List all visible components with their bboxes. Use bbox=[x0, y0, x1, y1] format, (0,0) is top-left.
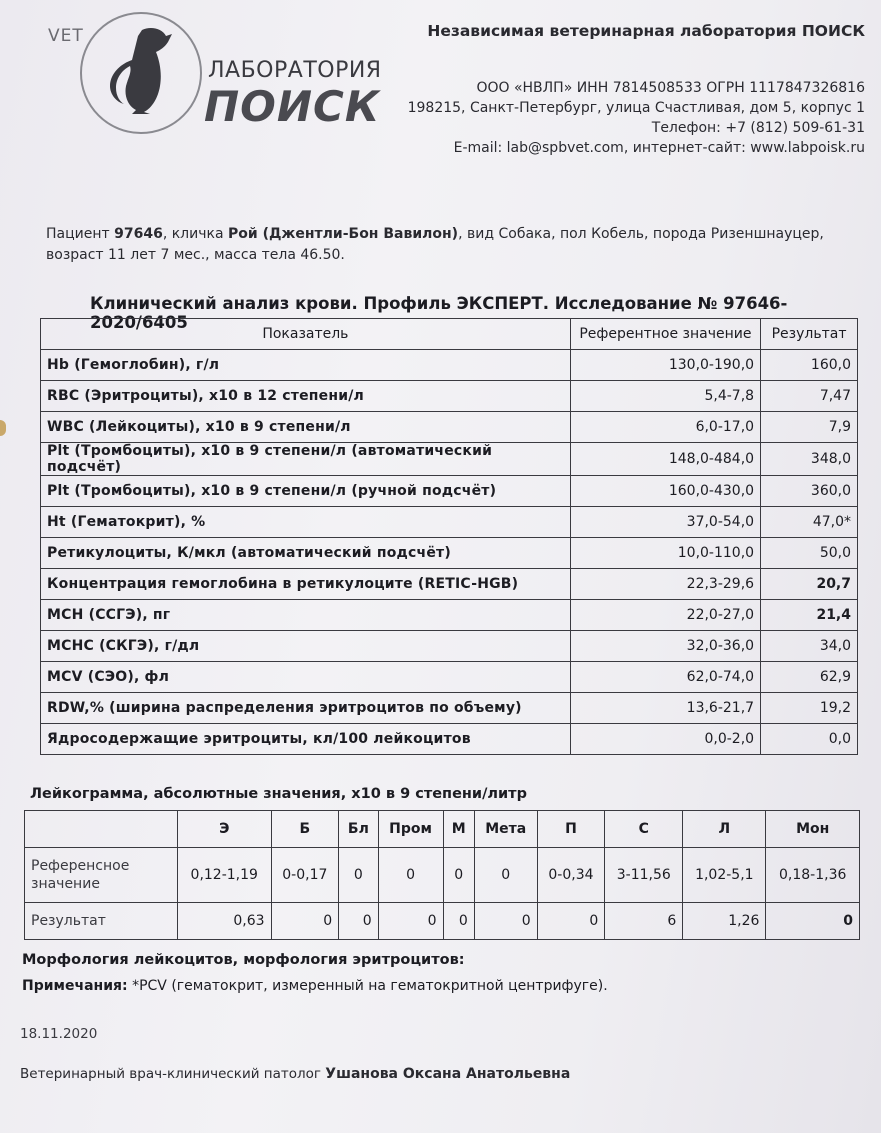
row-ref: 5,4-7,8 bbox=[570, 381, 760, 412]
row-res: 50,0 bbox=[761, 538, 858, 569]
analysis-title: Клинический анализ крови. Профиль ЭКСПЕРТ. Исследование № 97646-2020/6405 bbox=[90, 294, 788, 332]
notes bbox=[22, 978, 608, 994]
morphology-heading: Морфология лейкоцитов, морфология эритроцитов: bbox=[22, 952, 465, 968]
leukogram-col: П bbox=[537, 811, 605, 848]
leukogram-col: С bbox=[605, 811, 683, 848]
leukogram-ref-cell: 0,18-1,36 bbox=[766, 848, 860, 903]
leukogram-title: Лейкограмма, абсолютные значения, x10 в 9 степени/литр bbox=[30, 786, 527, 802]
lab-address: 198215, Санкт-Петербург, улица Счастливая, дом 5, корпус 1 bbox=[407, 100, 865, 116]
leukogram-corner bbox=[25, 811, 178, 848]
leukogram-res-label: Результат bbox=[25, 903, 178, 940]
leukogram-ref-cell: 0-0,17 bbox=[271, 848, 339, 903]
lab-contacts: E-mail: lab@spbvet.com, интернет-сайт: www.labpoisk.ru bbox=[453, 140, 865, 156]
leukogram-res-cell: 0 bbox=[474, 903, 537, 940]
row-res: 62,9 bbox=[761, 662, 858, 693]
row-ref: 22,3-29,6 bbox=[570, 569, 760, 600]
row-res: 19,2 bbox=[761, 693, 858, 724]
row-res: 348,0 bbox=[761, 443, 858, 476]
table-row bbox=[41, 476, 858, 507]
table-row bbox=[41, 412, 858, 443]
row-name: MCH (ССГЭ), пг bbox=[41, 600, 571, 631]
table-row bbox=[41, 538, 858, 569]
row-name: Ядросодержащие эритроциты, кл/100 лейкоцитов bbox=[41, 724, 571, 755]
row-ref: 32,0-36,0 bbox=[570, 631, 760, 662]
row-name: Концентрация гемоглобина в ретикулоците (RETIC-HGB) bbox=[41, 569, 571, 600]
table-row bbox=[41, 569, 858, 600]
doctor-name: Ушанова Оксана Анатольевна bbox=[325, 1066, 571, 1082]
row-res: 34,0 bbox=[761, 631, 858, 662]
doctor-role: Ветеринарный врач-клинический патолог bbox=[20, 1066, 326, 1082]
leukogram-col: Мета bbox=[474, 811, 537, 848]
row-res: 7,47 bbox=[761, 381, 858, 412]
patient-prefix: Пациент bbox=[46, 226, 115, 242]
patient-info bbox=[46, 224, 870, 266]
leukogram-res-cell: 1,26 bbox=[683, 903, 766, 940]
row-ref: 10,0-110,0 bbox=[570, 538, 760, 569]
leukogram-result-row bbox=[25, 903, 860, 940]
row-ref: 130,0-190,0 bbox=[570, 350, 760, 381]
leukogram-ref-cell: 0,12-1,19 bbox=[178, 848, 272, 903]
row-res: 21,4 bbox=[761, 600, 858, 631]
dog-logo-icon bbox=[102, 22, 186, 122]
row-name: Plt (Тромбоциты), x10 в 9 степени/л (ручной подсчёт) bbox=[41, 476, 571, 507]
notes-text: *PCV (гематокрит, измеренный на гематокритной центрифуге). bbox=[127, 978, 608, 994]
patient-nick-label: , кличка bbox=[162, 226, 228, 242]
leukogram-col: Б bbox=[271, 811, 339, 848]
row-ref: 0,0-2,0 bbox=[570, 724, 760, 755]
row-res: 360,0 bbox=[761, 476, 858, 507]
leukogram-col: Бл bbox=[339, 811, 378, 848]
leukogram-ref-row bbox=[25, 848, 860, 903]
row-res: 160,0 bbox=[761, 350, 858, 381]
table-row bbox=[41, 443, 858, 476]
leukogram-ref-label: Референсное значение bbox=[25, 848, 178, 903]
lab-logo bbox=[44, 12, 384, 132]
row-name: RBC (Эритроциты), x10 в 12 степени/л bbox=[41, 381, 571, 412]
leukogram-ref-cell: 3-11,56 bbox=[605, 848, 683, 903]
blood-analysis-table bbox=[40, 318, 858, 755]
leukogram-col: Мон bbox=[766, 811, 860, 848]
leukogram-ref-cell: 1,02-5,1 bbox=[683, 848, 766, 903]
row-name: MCHC (СКГЭ), г/дл bbox=[41, 631, 571, 662]
paper-edge-mark bbox=[0, 420, 6, 436]
leukogram-table bbox=[24, 810, 860, 940]
row-ref: 22,0-27,0 bbox=[570, 600, 760, 631]
leukogram-res-cell: 0 bbox=[443, 903, 474, 940]
row-res: 47,0* bbox=[761, 507, 858, 538]
table-row bbox=[41, 350, 858, 381]
patient-id: 97646 bbox=[114, 226, 163, 242]
leukogram-ref-cell: 0-0,34 bbox=[537, 848, 605, 903]
report-date: 18.11.2020 bbox=[20, 1026, 98, 1042]
leukogram-res-cell: 0 bbox=[378, 903, 443, 940]
row-ref: 148,0-484,0 bbox=[570, 443, 760, 476]
row-name: Plt (Тромбоциты), x10 в 9 степени/л (автоматический подсчёт) bbox=[41, 443, 571, 476]
leukogram-ref-cell: 0 bbox=[474, 848, 537, 903]
leukogram-col: Э bbox=[178, 811, 272, 848]
table-row bbox=[41, 381, 858, 412]
row-res: 0,0 bbox=[761, 724, 858, 755]
patient-nick: Рой (Джентли-Бон Вавилон) bbox=[228, 226, 459, 242]
logo-vet-text: VET bbox=[48, 26, 84, 46]
leukogram-col: Пром bbox=[378, 811, 443, 848]
lab-phone: Телефон: +7 (812) 509-61-31 bbox=[651, 120, 865, 136]
row-ref: 160,0-430,0 bbox=[570, 476, 760, 507]
leukogram-res-cell: 0 bbox=[339, 903, 378, 940]
leukogram-ref-cell: 0 bbox=[339, 848, 378, 903]
leukogram-res-cell: 0,63 bbox=[178, 903, 272, 940]
logo-lab-text: ЛАБОРАТОРИЯ bbox=[208, 58, 382, 83]
row-ref: 6,0-17,0 bbox=[570, 412, 760, 443]
leukogram-res-cell: 0 bbox=[537, 903, 605, 940]
leukogram-res-cell: 0 bbox=[766, 903, 860, 940]
row-ref: 13,6-21,7 bbox=[570, 693, 760, 724]
row-name: RDW,% (ширина распределения эритроцитов по объему) bbox=[41, 693, 571, 724]
row-name: Hb (Гемоглобин), г/л bbox=[41, 350, 571, 381]
row-ref: 37,0-54,0 bbox=[570, 507, 760, 538]
table-header-row bbox=[41, 319, 858, 350]
leukogram-ref-cell: 0 bbox=[443, 848, 474, 903]
leukogram-col: М bbox=[443, 811, 474, 848]
doctor-signature bbox=[20, 1066, 570, 1082]
leukogram-res-cell: 0 bbox=[271, 903, 339, 940]
leukogram-header-row bbox=[25, 811, 860, 848]
row-name: MCV (СЭО), фл bbox=[41, 662, 571, 693]
header-name: Показатель bbox=[41, 319, 571, 350]
patient-details: , вид Собака, пол Кобель, порода Ризеншнауцер, возраст 11 лет 7 мес., масса тела 46.50. bbox=[46, 226, 824, 263]
table-row bbox=[41, 662, 858, 693]
row-ref: 62,0-74,0 bbox=[570, 662, 760, 693]
logo-poisk-text: ПОИСК bbox=[204, 82, 381, 131]
leukogram-col: Л bbox=[683, 811, 766, 848]
notes-label: Примечания: bbox=[22, 978, 128, 994]
table-row bbox=[41, 507, 858, 538]
lab-registration: ООО «НВЛП» ИНН 7814508533 ОГРН 1117847326816 bbox=[476, 80, 865, 96]
table-row bbox=[41, 631, 858, 662]
table-row bbox=[41, 693, 858, 724]
leukogram-res-cell: 6 bbox=[605, 903, 683, 940]
table-row bbox=[41, 600, 858, 631]
row-res: 20,7 bbox=[761, 569, 858, 600]
row-name: Ht (Гематокрит), % bbox=[41, 507, 571, 538]
row-res: 7,9 bbox=[761, 412, 858, 443]
row-name: WBC (Лейкоциты), x10 в 9 степени/л bbox=[41, 412, 571, 443]
header-ref: Референтное значение bbox=[570, 319, 760, 350]
leukogram-ref-cell: 0 bbox=[378, 848, 443, 903]
row-name: Ретикулоциты, К/мкл (автоматический подсчёт) bbox=[41, 538, 571, 569]
lab-name: Независимая ветеринарная лаборатория ПОИСК bbox=[427, 22, 865, 40]
table-row bbox=[41, 724, 858, 755]
header-res: Результат bbox=[761, 319, 858, 350]
